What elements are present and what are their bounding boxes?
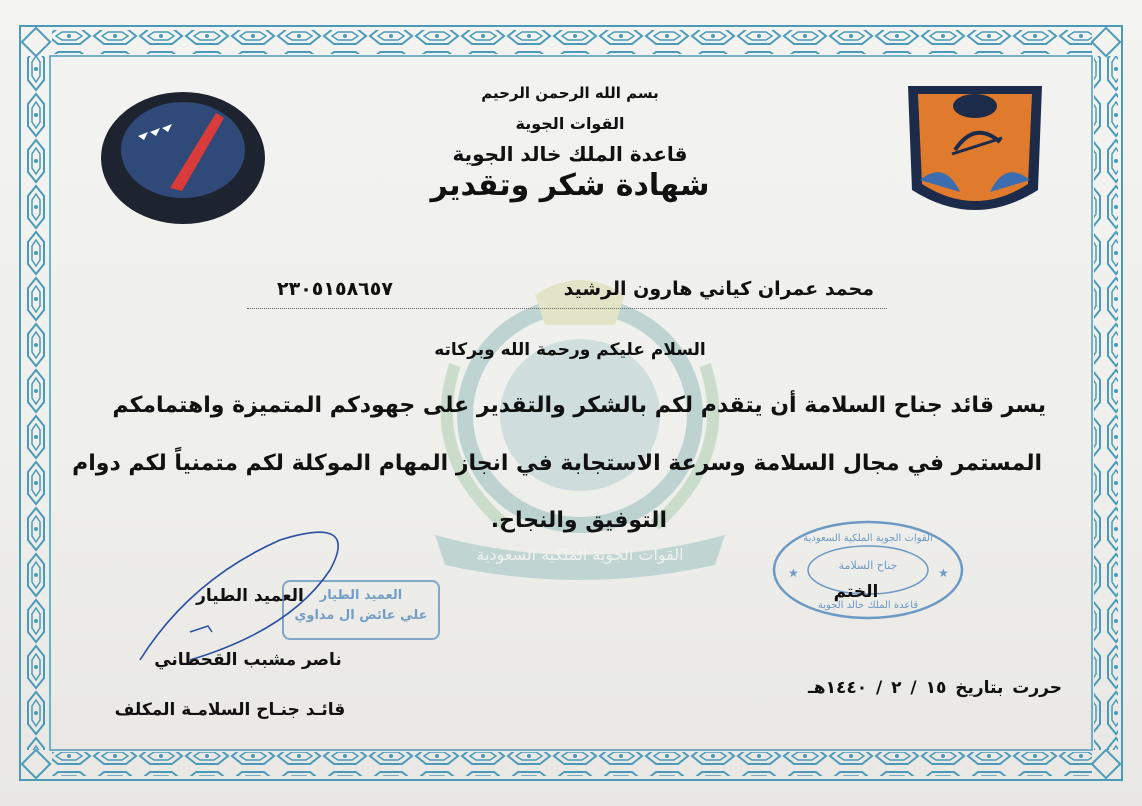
seal-star-icon: ★ [938,566,949,580]
signatory-name: ناصر مشبب القحطاني [154,650,342,670]
name-stamp-line-2: علي عائض ال مداوي [294,608,428,623]
safety-wing-logo [98,88,268,228]
seal-center-text: جناح السلامة [838,559,898,572]
watermark-text: القوات الجوية الملكية السعودية [476,545,684,564]
seal-label: الختم [833,582,879,602]
signatory-rank: العميد الطيار [196,586,304,606]
certificate-title: شهادة شكر وتقدير [430,168,710,203]
body-line-1: يسر قائد جناح السلامة أن يتقدم لكم بالشكر والتقدير على جهودكم المتميزة واهتمامكم [112,393,1046,418]
name-stamp-line-1: العميد الطيار [319,588,403,603]
greeting: السلام عليكم ورحمة الله وبركاته [434,340,706,360]
issue-date: حررت بتاريخ ١٥ / ٢ / ١٤٤٠هـ [807,678,1062,698]
seal-star-icon: ★ [788,566,799,580]
handwritten-signature [130,520,370,670]
signatory-role: قائـد جنـاح السلامـة المكلف [114,700,346,720]
recipient-id-number: ٢٣٠٥١٥٨٦٥٧ [277,278,393,300]
watermark-emblem [395,255,765,585]
body-line-2: المستمر في مجال السلامة وسرعة الاستجابة في انجاز المهام الموكلة لكم متمنياً لكم دوام [72,451,1042,476]
dotted-divider [247,308,887,309]
organization-name: القوات الجوية [515,114,625,133]
official-round-seal [768,515,968,625]
air-base-shield-logo [900,80,1050,230]
seal-bottom-text: قاعدة الملك خالد الجوية [817,600,919,611]
body-line-3: التوفيق والنجاح. [490,508,667,533]
basmala: بسم الله الرحمن الرحيم [481,84,659,102]
seal-ring-text: القوات الجوية الملكية السعودية [803,533,933,544]
recipient-name: محمد عمران كياني هارون الرشيد [563,278,874,300]
base-name: قاعدة الملك خالد الجوية [452,142,688,166]
